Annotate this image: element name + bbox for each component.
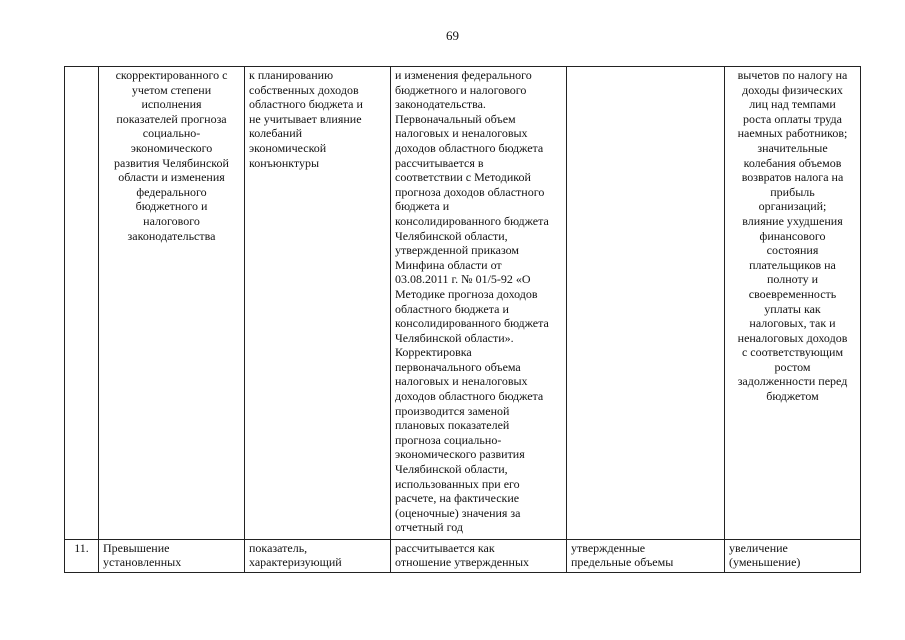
page-number: 69 <box>446 28 459 43</box>
indicators-table <box>64 66 861 573</box>
table-cell-method: рассчитывается как отношение утвержденных <box>391 540 567 573</box>
table-cell-description: показатель, характеризующий <box>245 540 391 573</box>
table-cell-factors: вычетов по налогу на доходы физических лиц над темпами роста оплаты труда наемных работников; значительные колебания объемов возвратов налога на прибыль организаций; влияние ухудшения финансового состояния плательщиков на полноту и своевременность уплаты как налоговых, так и неналоговых доходов с соответствующим ростом задолженности перед бюджетом <box>725 67 861 540</box>
table-row <box>65 67 861 540</box>
table-cell-method: и изменения федерального бюджетного и налогового законодательства. Первоначальный объем налоговых и неналоговых доходов областного бюджета рассчитывается в соответствии с Методикой прогноза доходов областного бюджета и консолидированного бюджета Челябинской области, утвержденной приказом Минфина области от 03.08.2011 г. № 01/5-92 «О Методике прогноза доходов областного бюджета и консолидированного бюджета Челябинской области». Корректировка первоначального объема налоговых и неналоговых доходов областного бюджета производится заменой плановых показателей прогноза социально- экономического развития Челябинской области, использованных при его расчете, на фактические (оценочные) значения за отчетный год <box>391 67 567 540</box>
table-cell-number <box>65 67 99 540</box>
table-cell-indicator: скорректированного с учетом степени исполнения показателей прогноза социально- экономического развития Челябинской области и изменения федерального бюджетного и налогового законодательства <box>99 67 245 540</box>
table-cell-number: 11. <box>65 540 99 573</box>
table-cell-factors: увеличение (уменьшение) <box>725 540 861 573</box>
table-cell-source <box>567 67 725 540</box>
table-cell-description: к планированию собственных доходов областного бюджета и не учитывает влияние колебаний экономической конъюнктуры <box>245 67 391 540</box>
table-row <box>65 540 861 573</box>
table-cell-source: утвержденные предельные объемы <box>567 540 725 573</box>
table-cell-indicator: Превышение установленных <box>99 540 245 573</box>
